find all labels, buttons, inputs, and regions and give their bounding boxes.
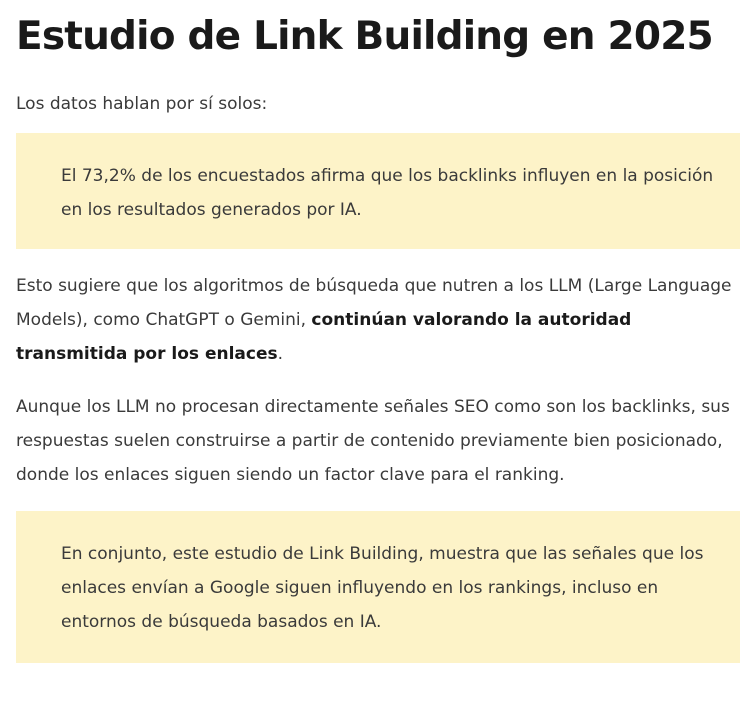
callout-text: El 73,2% de los encuestados afirma que los backlinks influyen en la posición en los resultados generados por IA. <box>61 166 714 220</box>
paragraph-punctuation: . <box>277 344 284 364</box>
intro-text: Los datos hablan por sí solos: <box>16 94 268 114</box>
highlight-callout-statistic <box>16 133 740 249</box>
paragraph-seo-signals: Aunque los LLM no procesan directamente señales SEO como son los backlinks, sus respuestas suelen construirse a partir de contenido previamente bien posicionado, donde los enlaces siguen siendo un factor clave para el ranking. <box>16 397 730 485</box>
highlight-callout-conclusion <box>16 511 740 663</box>
callout-text: En conjunto, este estudio de Link Building, muestra que las señales que los enlaces envían a Google siguen influyendo en los rankings, incluso en entornos de búsqueda basados en IA. <box>61 544 704 632</box>
bold-emphasis: continúan valorando la autoridad transmitida por los enlaces <box>16 310 632 364</box>
paragraph-llm-algorithms <box>16 269 740 371</box>
page-title: Estudio de Link Building en 2025 <box>16 14 713 59</box>
paragraph-text: Esto sugiere que los algoritmos de búsqueda que nutren a los LLM (Large Language Models), como ChatGPT o Gemini, <box>16 276 732 330</box>
